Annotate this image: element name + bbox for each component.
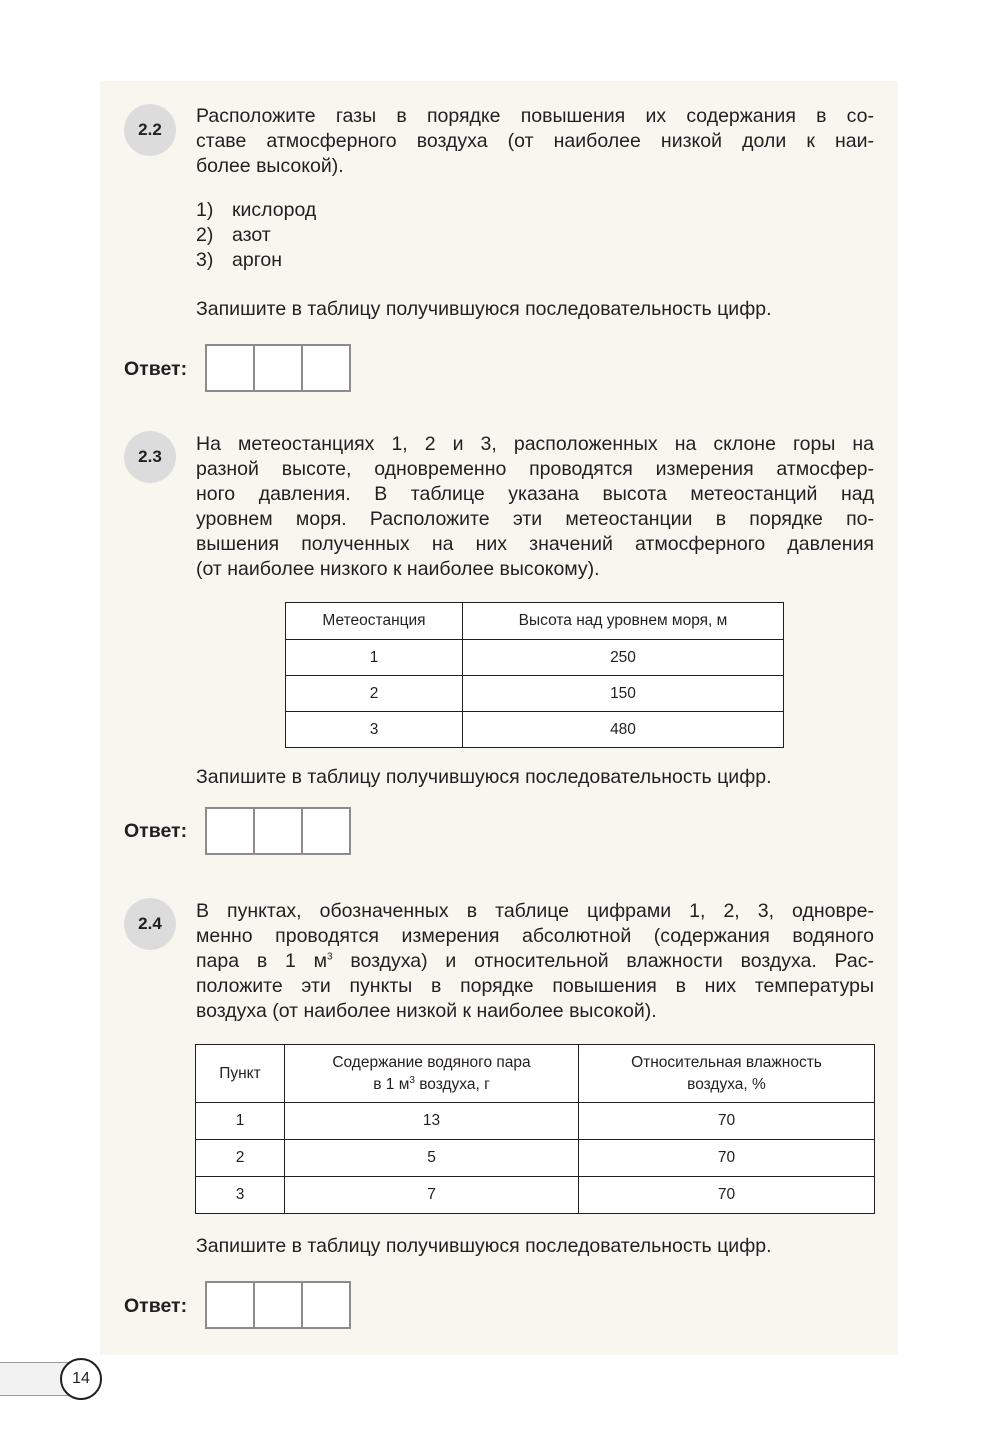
text-line: В пунктах, обозначенных в таблице цифрами 1, 2, 3, одновре- — [196, 900, 874, 922]
table-row — [286, 640, 784, 676]
table-cell: 70 — [579, 1140, 875, 1177]
header-line: Относительная влажность — [631, 1053, 822, 1071]
text-part: пара в 1 м — [196, 950, 328, 972]
table-cell: 2 — [286, 676, 463, 712]
option-text: кислород — [232, 199, 317, 221]
text-line: положите эти пункты в порядке повышения в них температуры — [196, 975, 874, 997]
option-item — [196, 248, 316, 273]
answer-cell-1[interactable] — [207, 346, 255, 390]
task-2-3-instruction: Запишите в таблицу получившуюся последовательность цифр. — [196, 766, 772, 788]
option-number: 3) — [196, 249, 214, 271]
option-number: 2) — [196, 224, 214, 246]
answer-cell-3[interactable] — [303, 1283, 349, 1327]
table-cell: 2 — [196, 1140, 285, 1177]
table-row — [286, 676, 784, 712]
text-line: ного давления. В таблице указана высота метеостанций над — [196, 483, 874, 505]
answer-label: Ответ: — [124, 358, 188, 380]
page-number: 14 — [60, 1358, 102, 1400]
table-row — [196, 1103, 875, 1140]
text-line: ставе атмосферного воздуха (от наиболее низкой доли к наи- — [196, 130, 874, 152]
text-line: уровнем моря. Расположите эти метеостанции в порядке по- — [196, 508, 874, 530]
option-text: аргон — [232, 249, 282, 271]
table-row — [196, 1140, 875, 1177]
table-cell: 7 — [285, 1177, 579, 1214]
text-line: вышения полученных на них значений атмосферного давления — [196, 533, 874, 555]
humidity-table — [195, 1044, 875, 1214]
table-row — [286, 712, 784, 748]
answer-cell-2[interactable] — [255, 809, 303, 853]
table-cell: 70 — [579, 1103, 875, 1140]
task-number-badge: 2.4 — [124, 898, 176, 950]
header-line: в 1 м — [373, 1075, 410, 1093]
text-line: более высокой). — [196, 155, 344, 177]
answer-cell-3[interactable] — [303, 346, 349, 390]
text-line: воздуха (от наиболее низкой к наиболее высокой). — [196, 1000, 657, 1022]
table-header — [285, 1045, 579, 1103]
answer-cell-2[interactable] — [255, 346, 303, 390]
task-number-badge: 2.3 — [124, 431, 176, 483]
answer-input-boxes[interactable] — [205, 1281, 351, 1329]
header-line: Содержание водяного пара — [332, 1053, 531, 1071]
task-2-4-instruction: Запишите в таблицу получившуюся последовательность цифр. — [196, 1235, 772, 1257]
task-number-badge: 2.2 — [124, 104, 176, 156]
table-cell: 70 — [579, 1177, 875, 1214]
table-row — [196, 1177, 875, 1214]
table-cell: 3 — [196, 1177, 285, 1214]
task-2-2-text — [196, 104, 874, 179]
option-item — [196, 198, 316, 223]
table-cell: 5 — [285, 1140, 579, 1177]
table-header: Метеостанция — [286, 603, 463, 640]
answer-label: Ответ: — [124, 820, 188, 842]
option-number: 1) — [196, 199, 214, 221]
answer-cell-1[interactable] — [207, 1283, 255, 1327]
table-cell: 13 — [285, 1103, 579, 1140]
text-line: Расположите газы в порядке повышения их содержания в со- — [196, 105, 874, 127]
stations-table — [285, 602, 784, 748]
answer-label: Ответ: — [124, 1295, 188, 1317]
answer-cell-2[interactable] — [255, 1283, 303, 1327]
table-cell: 150 — [463, 676, 784, 712]
table-header: Пункт — [196, 1045, 285, 1103]
table-cell: 250 — [463, 640, 784, 676]
header-line: воздуха, г — [414, 1075, 490, 1093]
header-line: воздуха, % — [687, 1075, 766, 1093]
text-part: воздуха) и относительной влажности воздуха. Рас- — [332, 950, 874, 972]
superscript: 3 — [327, 951, 333, 963]
table-cell: 1 — [196, 1103, 285, 1140]
answer-cell-3[interactable] — [303, 809, 349, 853]
text-line — [196, 949, 874, 974]
text-line: менно проводятся измерения абсолютной (содержания водяного — [196, 925, 874, 947]
task-2-4-text — [196, 899, 874, 1024]
table-header: Высота над уровнем моря, м — [463, 603, 784, 640]
table-cell: 3 — [286, 712, 463, 748]
table-header — [579, 1045, 875, 1103]
option-text: азот — [232, 224, 271, 246]
text-line: На метеостанциях 1, 2 и 3, расположенных на склоне горы на — [196, 433, 874, 455]
answer-input-boxes[interactable] — [205, 344, 351, 392]
task-2-2-options — [196, 198, 316, 273]
text-line: (от наиболее низкого к наиболее высокому). — [196, 558, 600, 580]
text-line: разной высоте, одновременно проводятся измерения атмосфер- — [196, 458, 874, 480]
task-2-2-instruction: Запишите в таблицу получившуюся последовательность цифр. — [196, 298, 772, 320]
task-2-3-text — [196, 432, 874, 582]
option-item — [196, 223, 316, 248]
answer-cell-1[interactable] — [207, 809, 255, 853]
table-cell: 480 — [463, 712, 784, 748]
answer-input-boxes[interactable] — [205, 807, 351, 855]
table-cell: 1 — [286, 640, 463, 676]
superscript: 3 — [409, 1074, 415, 1086]
